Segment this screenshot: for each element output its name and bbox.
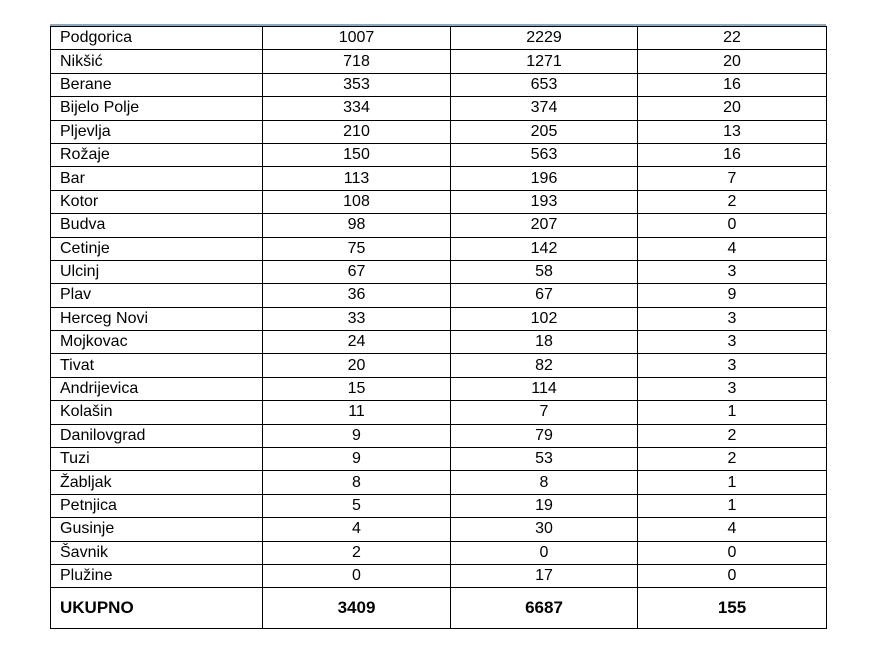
table-row <box>51 120 827 143</box>
value-col-1: 36 <box>263 284 451 307</box>
table-row <box>51 214 827 237</box>
value-col-2: 205 <box>451 120 638 143</box>
municipality-name: Kolašin <box>51 401 263 424</box>
municipality-name: Podgorica <box>51 27 263 50</box>
table-row <box>51 237 827 260</box>
value-col-3: 0 <box>638 564 827 587</box>
value-col-2: 2229 <box>451 27 638 50</box>
value-col-2: 18 <box>451 331 638 354</box>
table-row <box>51 307 827 330</box>
table-row <box>51 471 827 494</box>
municipality-name: Herceg Novi <box>51 307 263 330</box>
table-row <box>51 331 827 354</box>
value-col-2: 193 <box>451 190 638 213</box>
table-row <box>51 401 827 424</box>
value-col-2: 30 <box>451 518 638 541</box>
value-col-1: 20 <box>263 354 451 377</box>
municipality-name: Danilovgrad <box>51 424 263 447</box>
value-col-1: 718 <box>263 50 451 73</box>
value-col-2: 7 <box>451 401 638 424</box>
table-row <box>51 167 827 190</box>
table-row <box>51 564 827 587</box>
table-row <box>51 448 827 471</box>
value-col-2: 58 <box>451 260 638 283</box>
value-col-1: 33 <box>263 307 451 330</box>
value-col-1: 15 <box>263 377 451 400</box>
value-col-1: 334 <box>263 97 451 120</box>
table-row <box>51 377 827 400</box>
municipality-name: Gusinje <box>51 518 263 541</box>
value-col-3: 0 <box>638 541 827 564</box>
municipality-name: Nikšić <box>51 50 263 73</box>
municipality-name: Rožaje <box>51 143 263 166</box>
municipality-name: Budva <box>51 214 263 237</box>
value-col-3: 2 <box>638 190 827 213</box>
value-col-2: 563 <box>451 143 638 166</box>
municipality-table <box>50 26 827 629</box>
table-row <box>51 73 827 96</box>
municipality-name: Mojkovac <box>51 331 263 354</box>
value-col-1: 150 <box>263 143 451 166</box>
value-col-2: 19 <box>451 494 638 517</box>
value-col-2: 207 <box>451 214 638 237</box>
municipality-name: Šavnik <box>51 541 263 564</box>
municipality-name: Bijelo Polje <box>51 97 263 120</box>
value-col-3: 3 <box>638 260 827 283</box>
value-col-1: 2 <box>263 541 451 564</box>
value-col-1: 353 <box>263 73 451 96</box>
value-col-1: 24 <box>263 331 451 354</box>
value-col-2: 374 <box>451 97 638 120</box>
value-col-1: 113 <box>263 167 451 190</box>
value-col-3: 7 <box>638 167 827 190</box>
value-col-1: 75 <box>263 237 451 260</box>
value-col-1: 0 <box>263 564 451 587</box>
value-col-3: 2 <box>638 448 827 471</box>
table-row <box>51 143 827 166</box>
value-col-2: 82 <box>451 354 638 377</box>
table-row <box>51 354 827 377</box>
value-col-3: 3 <box>638 307 827 330</box>
value-col-2: 653 <box>451 73 638 96</box>
value-col-3: 20 <box>638 97 827 120</box>
value-col-2: 1271 <box>451 50 638 73</box>
value-col-3: 1 <box>638 494 827 517</box>
value-col-2: 0 <box>451 541 638 564</box>
value-col-3: 4 <box>638 237 827 260</box>
value-col-2: 8 <box>451 471 638 494</box>
value-col-1: 9 <box>263 424 451 447</box>
value-col-1: 210 <box>263 120 451 143</box>
value-col-1: 11 <box>263 401 451 424</box>
municipality-name: Andrijevica <box>51 377 263 400</box>
table-row <box>51 541 827 564</box>
table-row <box>51 50 827 73</box>
total-row <box>51 588 827 629</box>
value-col-3: 3 <box>638 331 827 354</box>
municipality-name: Plav <box>51 284 263 307</box>
total-col-2: 6687 <box>451 588 638 629</box>
municipality-name: Tivat <box>51 354 263 377</box>
value-col-3: 1 <box>638 471 827 494</box>
value-col-2: 53 <box>451 448 638 471</box>
value-col-3: 0 <box>638 214 827 237</box>
value-col-2: 114 <box>451 377 638 400</box>
value-col-2: 67 <box>451 284 638 307</box>
value-col-1: 5 <box>263 494 451 517</box>
total-col-1: 3409 <box>263 588 451 629</box>
value-col-3: 1 <box>638 401 827 424</box>
value-col-3: 3 <box>638 354 827 377</box>
municipality-name: Žabljak <box>51 471 263 494</box>
value-col-3: 20 <box>638 50 827 73</box>
table-row <box>51 190 827 213</box>
value-col-1: 108 <box>263 190 451 213</box>
value-col-3: 9 <box>638 284 827 307</box>
value-col-3: 22 <box>638 27 827 50</box>
municipality-name: Bar <box>51 167 263 190</box>
value-col-2: 196 <box>451 167 638 190</box>
table-row <box>51 424 827 447</box>
value-col-1: 98 <box>263 214 451 237</box>
value-col-3: 2 <box>638 424 827 447</box>
table-row <box>51 284 827 307</box>
municipality-name: Petnjica <box>51 494 263 517</box>
municipality-name: Tuzi <box>51 448 263 471</box>
value-col-3: 16 <box>638 73 827 96</box>
value-col-1: 4 <box>263 518 451 541</box>
value-col-1: 8 <box>263 471 451 494</box>
value-col-2: 79 <box>451 424 638 447</box>
value-col-3: 13 <box>638 120 827 143</box>
municipality-name: Kotor <box>51 190 263 213</box>
municipality-name: Plužine <box>51 564 263 587</box>
municipality-name: Pljevlja <box>51 120 263 143</box>
municipality-name: Ulcinj <box>51 260 263 283</box>
value-col-1: 9 <box>263 448 451 471</box>
value-col-1: 1007 <box>263 27 451 50</box>
value-col-2: 102 <box>451 307 638 330</box>
table-row <box>51 260 827 283</box>
total-col-3: 155 <box>638 588 827 629</box>
table-row <box>51 27 827 50</box>
value-col-2: 142 <box>451 237 638 260</box>
value-col-3: 3 <box>638 377 827 400</box>
municipality-name: Cetinje <box>51 237 263 260</box>
value-col-1: 67 <box>263 260 451 283</box>
total-label: UKUPNO <box>51 588 263 629</box>
municipality-name: Berane <box>51 73 263 96</box>
value-col-2: 17 <box>451 564 638 587</box>
table-row <box>51 494 827 517</box>
table-row <box>51 97 827 120</box>
value-col-3: 4 <box>638 518 827 541</box>
value-col-3: 16 <box>638 143 827 166</box>
table-row <box>51 518 827 541</box>
